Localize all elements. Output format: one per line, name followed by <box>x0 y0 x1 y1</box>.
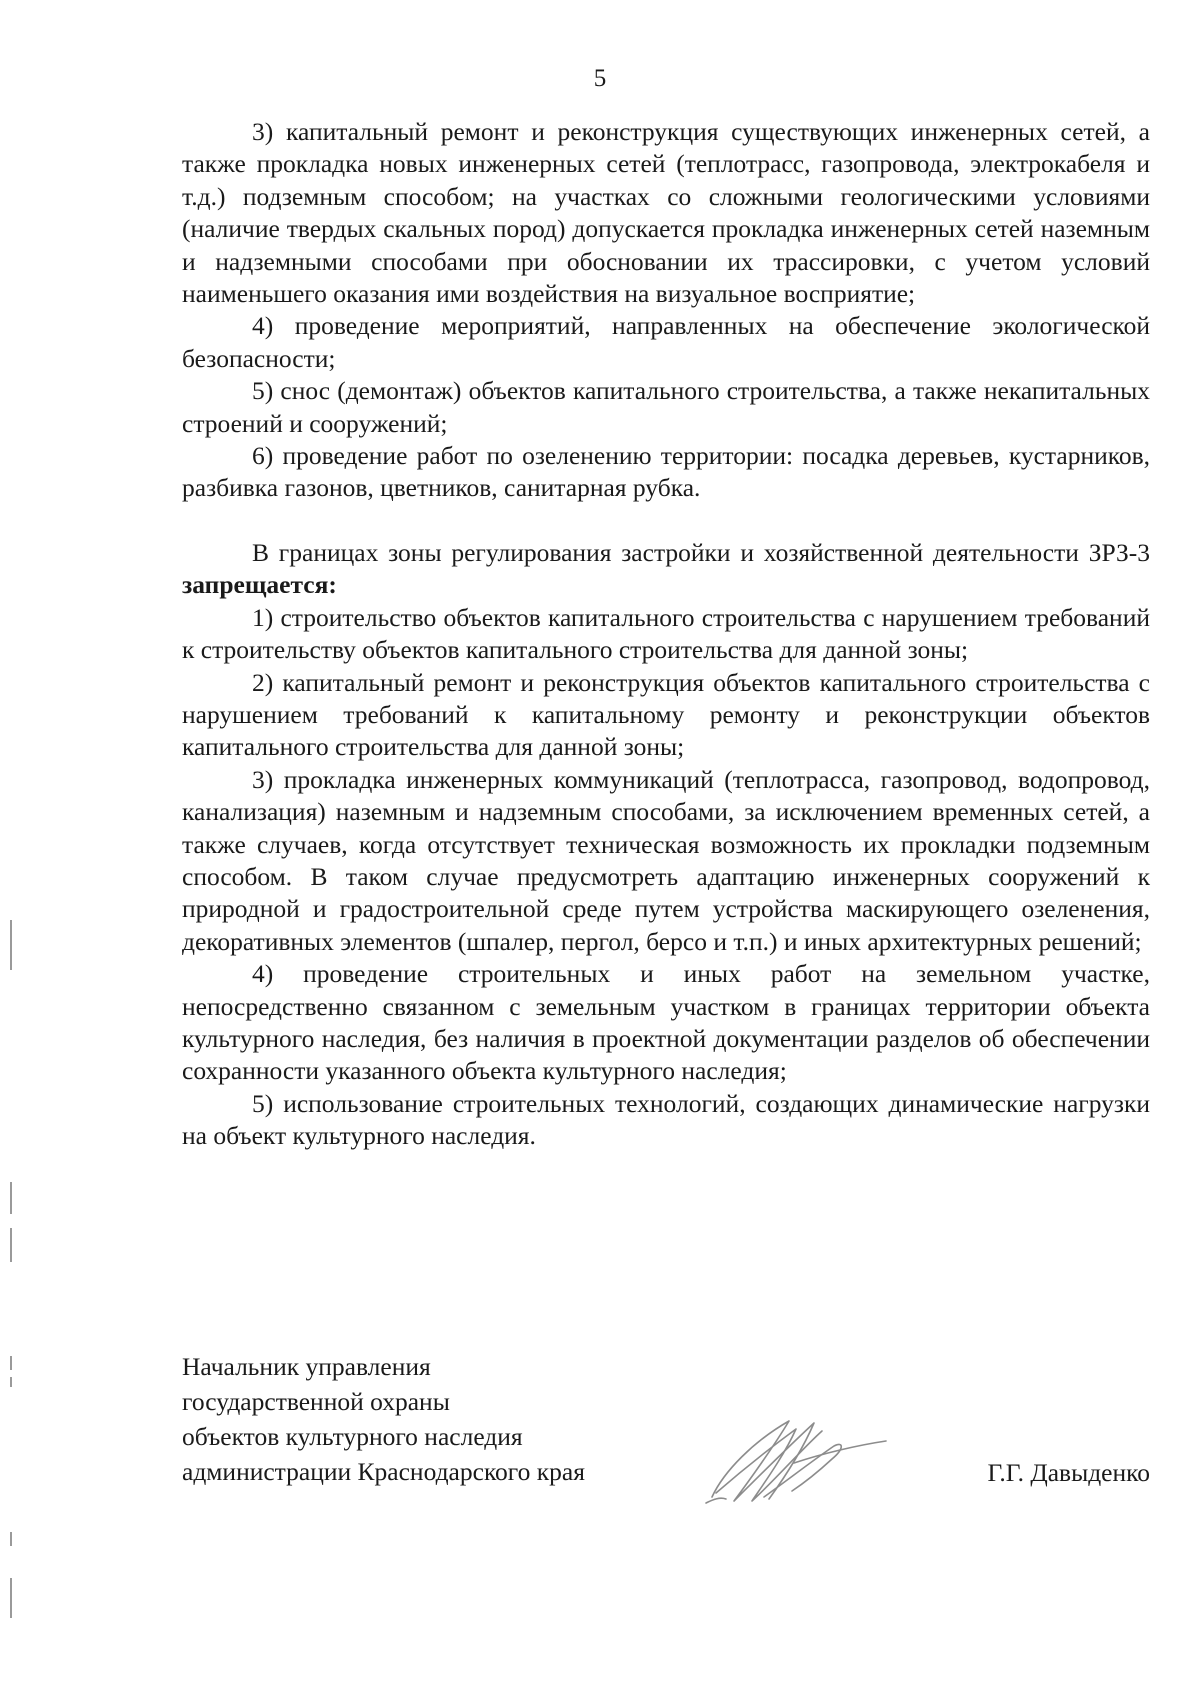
scan-margin-mark <box>10 920 12 970</box>
paragraph-item-3: 3) капитальный ремонт и реконструкция существующих инженерных сетей, а также прокладка новых инженерных сетей (теплотрасс, газопровода, электрокабеля и т.д.) подземным способом; на участках со сложными геологическими условиями (наличие твердых скальных пород) допускается прокладка инженерных сетей наземным и надземными способами при обосновании их трассировки, с учетом условий наименьшего оказания ими воздействия на визуальное восприятие; <box>182 117 1150 309</box>
prohibition-item-3: 3) прокладка инженерных коммуникаций (теплотрасса, газопровод, водопровод, канализация) наземным и надземным способами, за исключением временных сетей, а также случаев, когда отсутствует техническая возможность их прокладки подземным способом. В таком случае предусмотреть адаптацию инженерных сооружений к природной и градостроительной среде путем устройства маскирующего озеленения, декоративных элементов (шпалер, пергол, берсо и т.п.) и иных архитектурных решений; <box>182 764 1150 956</box>
paragraph-item-6: 6) проведение работ по озеленению территории: посадка деревьев, кустарников, разбивка газонов, цветников, санитарная рубка. <box>182 441 1150 503</box>
scan-margin-mark <box>10 1377 12 1387</box>
signature-strokes <box>706 1421 886 1503</box>
paragraph-item-4: 4) проведение мероприятий, направленных на обеспечение экологической безопасности; <box>182 311 1150 373</box>
signature-block <box>182 1349 1150 1519</box>
signatory-position-line-3: объектов культурного наследия <box>182 1422 523 1451</box>
zone-intro-paragraph <box>182 537 1150 602</box>
page-number: 5 <box>593 65 607 92</box>
handwritten-signature <box>694 1401 894 1511</box>
signatory-position-line-2: государственной охраны <box>182 1387 450 1416</box>
scan-margin-mark <box>10 1228 12 1262</box>
zone-intro-bold: запрещается: <box>182 570 337 600</box>
signatory-position-line-1: Начальник управления <box>182 1352 431 1381</box>
signatory-name: Г.Г. Давыденко <box>987 1458 1150 1487</box>
zone-intro-text: В границах зоны регулирования застройки и хозяйственной деятельности ЗРЗ-3 <box>252 537 1150 567</box>
paragraph-item-5: 5) снос (демонтаж) объектов капитального строительства, а также некапитальных строений и сооружений; <box>182 376 1150 438</box>
prohibition-item-2: 2) капитальный ремонт и реконструкция объектов капитального строительства с нарушением требований к капитальному ремонту и реконструкции объектов капитального строительства для данной зоны; <box>182 667 1150 762</box>
prohibition-item-1: 1) строительство объектов капитального строительства с нарушением требований к строительству объектов капитального строительства для данной зоны; <box>182 602 1150 665</box>
scan-margin-mark <box>10 1578 12 1618</box>
signatory-position-line-4: администрации Краснодарского края <box>182 1457 585 1486</box>
scan-margin-mark <box>10 1356 12 1370</box>
prohibition-item-5: 5) использование строительных технологий, создающих динамические нагрузки на объект культурного наследия. <box>182 1088 1150 1151</box>
scan-margin-mark <box>10 1182 12 1214</box>
signatory-position <box>182 1349 682 1489</box>
scan-margin-mark <box>10 1532 12 1546</box>
prohibition-item-4: 4) проведение строительных и иных работ на земельном участке, непосредственно связанном с земельным участком в границах территории объекта культурного наследия, без наличия в проектной документации разделов об обеспечении сохранности указанного объекта культурного наследия; <box>182 959 1150 1086</box>
document-body <box>182 116 1150 1153</box>
